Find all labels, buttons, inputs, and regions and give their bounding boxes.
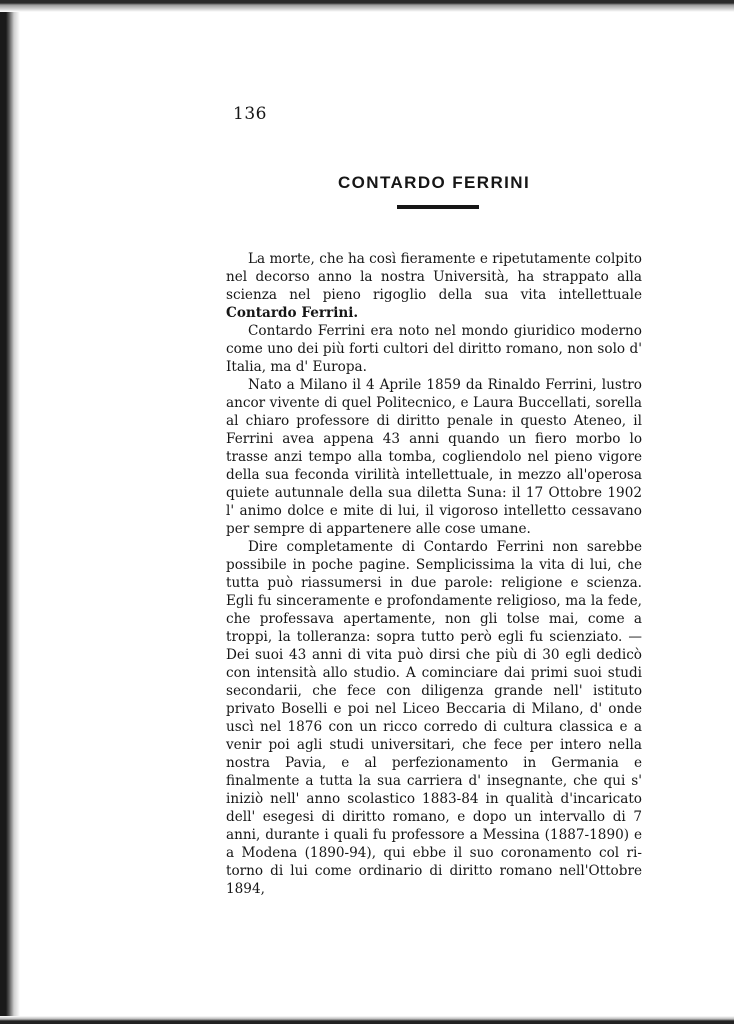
article-body (226, 250, 642, 898)
scan-left-edge (0, 0, 20, 1024)
paragraph-4: Dire completamente di Contardo Ferrini non sarebbe possibile in poche pagine. Semplicissima la vita di lui, che tutta può riassumersi in due parole: religione e scienza. Egli fu sinceramente e profondamente religioso, ma la fede, che professava apertamente, non gli tolse mai, come a troppi, la tolleranza: sopra tutto però egli fu scienziato. — Dei suoi 43 anni di vita può dirsi che più di 30 egli dedicò con intensità allo studio. A cominciare dai primi suoi studi secondarii, che fece con diligenza grande nell' istituto privato Boselli e poi nel Liceo Beccaria di Milano, d' onde uscì nel 1876 con un ricco corredo di cultura classica e a venir poi agli studi universitari, che fece per intero nella nostra Pavia, e al perfezionamento in Germania e finalmente a tutta la sua carriera d' insegnante, che qui s' iniziò nell' anno scolastico 1883-84 in qualità d'incaricato dell' esegesi di diritto romano, e dopo un intervallo di 7 anni, durante i quali fu professore a Messina (1887-1890) e a Modena (1890-94), qui ebbe il suo coronamento col ritorno di lui come ordinario di diritto romano nell'Ottobre 1894, (226, 539, 642, 897)
page-number: 136 (233, 104, 267, 124)
scan-top-edge (0, 0, 734, 12)
paragraph-1 (226, 250, 642, 322)
paragraph-2: Contardo Ferrini era noto nel mondo giuridico moderno come uno dei più forti cultori del diritto romano, non solo d' Italia, ma d' Europa. (226, 323, 642, 375)
paragraph-3: Nato a Milano il 4 Aprile 1859 da Rinaldo Ferrini, lustro ancor vivente di quel Politecnico, e Laura Buccellati, sorella al chiaro professore di diritto penale in questo Ateneo, il Ferrini avea appena 43 anni quando un fiero morbo lo trasse anzi tempo alla tomba, cogliendolo nel pieno vigore della sua feconda virilità intellettuale, in mezzo all'operosa quiete autunnale della sua diletta Suna: il 17 Ottobre 1902 l' animo dolce e mite di lui, il vigoroso intelletto cessavano per sempre di appartenere alle cose umane. (226, 377, 642, 537)
article-title: CONTARDO FERRINI (338, 173, 531, 192)
title-divider (397, 205, 479, 209)
paragraph-1-name: Contardo Ferrini. (226, 305, 359, 321)
scan-bottom-edge (0, 1016, 734, 1024)
paragraph-1-text: La morte, che ha così fieramente e ripetutamente colpito nel decorso anno la nostra Università, ha strappato alla scienza nel pieno rigoglio della sua vita intellettuale (226, 251, 642, 303)
